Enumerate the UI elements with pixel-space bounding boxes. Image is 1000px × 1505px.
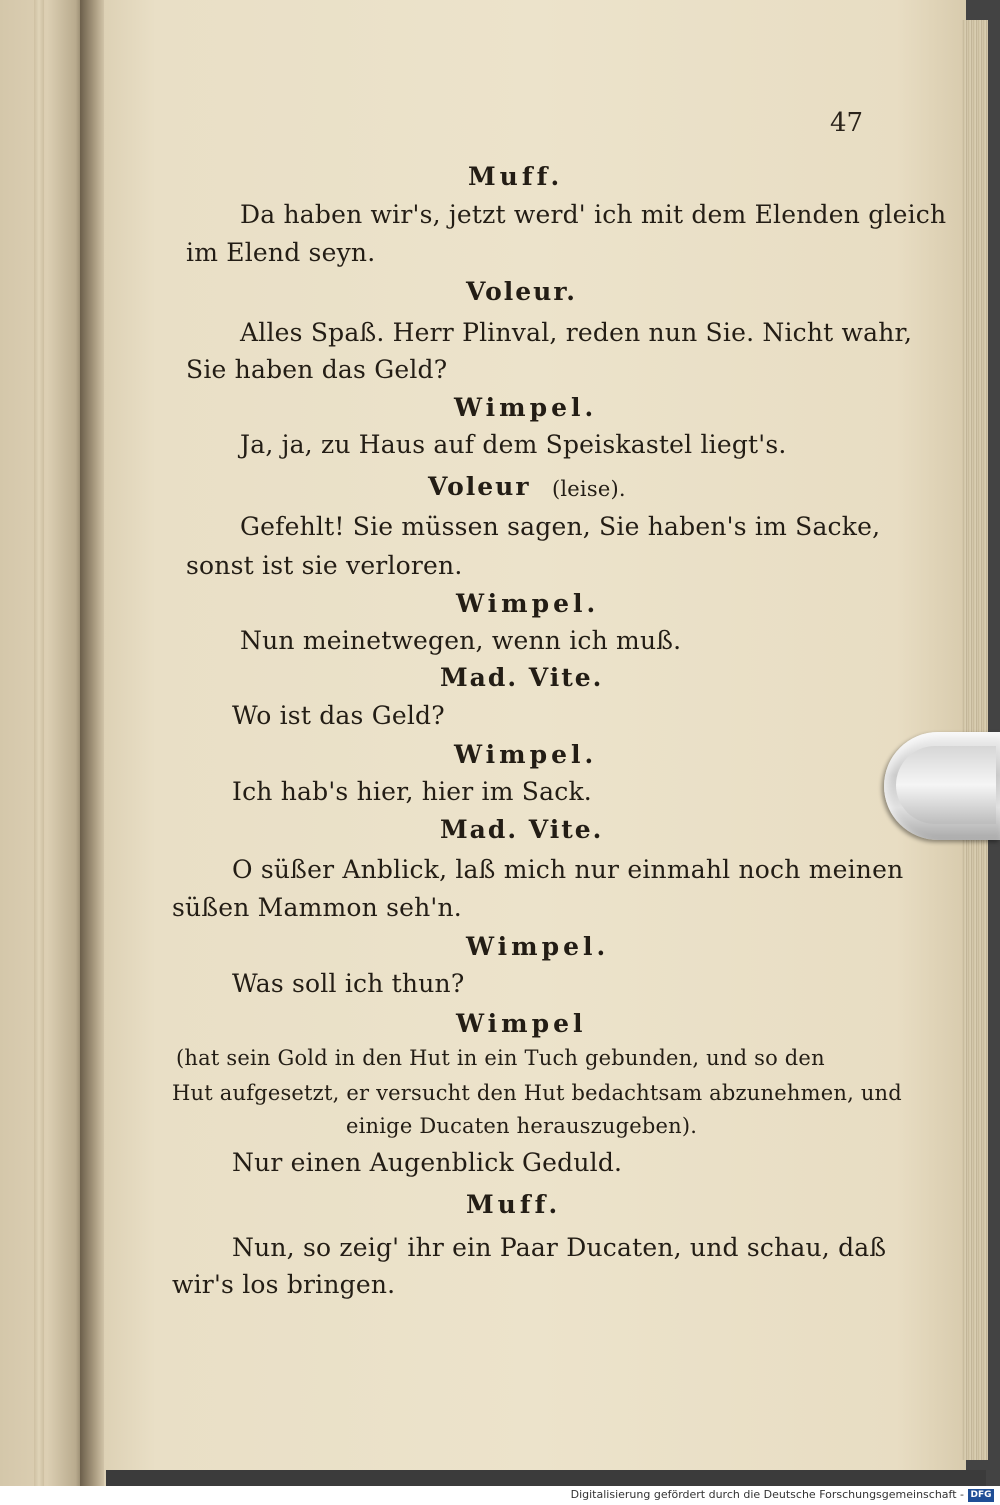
dialogue-line: wir's los bringen. [172,1270,396,1299]
dialogue-line: Ich hab's hier, hier im Sack. [232,777,592,806]
stage-direction: einige Ducaten herauszugeben). [346,1114,698,1138]
dialogue-line: Ja, ja, zu Haus auf dem Speiskastel liegt's. [240,430,787,459]
speaker-wimpel: Wimpel. [454,393,598,422]
stage-direction: Hut aufgesetzt, er versucht den Hut bedachtsam abzunehmen, und [172,1081,902,1105]
stage-direction: (leise). [552,477,626,501]
dialogue-line: Sie haben das Geld? [186,355,448,384]
book-gutter [80,0,106,1486]
speaker-mad-vite: Mad. Vite. [440,663,604,692]
page-clip [884,732,1000,840]
speaker-muff: Muff. [468,162,564,191]
dialogue-line: Gefehlt! Sie müssen sagen, Sie haben's im Sacke, [240,512,881,541]
speaker-wimpel: Wimpel. [454,740,598,769]
dialogue-line: süßen Mammon seh'n. [172,893,462,922]
dialogue-line: Alles Spaß. Herr Plinval, reden nun Sie. Nicht wahr, [240,318,913,347]
stage-direction: (hat sein Gold in den Hut in ein Tuch gebunden, und so den [176,1046,825,1070]
dialogue-line: Nun meinetwegen, wenn ich muß. [240,626,682,655]
page-number: 47 [830,108,864,138]
speaker-mad-vite: Mad. Vite. [440,815,604,844]
speaker-wimpel: Wimpel. [456,589,600,618]
speaker-wimpel: Wimpel [456,1009,587,1038]
speaker-voleur: Voleur [428,472,531,501]
speaker-voleur: Voleur. [466,277,577,306]
dialogue-line: Was soll ich thun? [232,969,465,998]
dialogue-line: im Elend seyn. [186,238,376,267]
dialogue-line: Wo ist das Geld? [232,701,445,730]
page-clip-inner [896,746,996,824]
dialogue-line: Nun, so zeig' ihr ein Paar Ducaten, und schau, daß [232,1233,887,1262]
dialogue-line: sonst ist sie verloren. [186,551,463,580]
dfg-logo: DFG [968,1489,994,1502]
digitization-footer [0,1486,1000,1505]
dialogue-line: Da haben wir's, jetzt werd' ich mit dem Elenden gleich [240,200,947,229]
footer-credit: Digitalisierung gefördert durch die Deutsche Forschungsgemeinschaft - [570,1488,964,1501]
speaker-muff: Muff. [466,1190,562,1219]
dialogue-line: Nur einen Augenblick Geduld. [232,1148,623,1177]
left-page-fold [34,0,44,1486]
page-bottom-shadow [106,1470,986,1486]
speaker-wimpel: Wimpel. [466,932,610,961]
dialogue-line: O süßer Anblick, laß mich nur einmahl noch meinen [232,855,904,884]
